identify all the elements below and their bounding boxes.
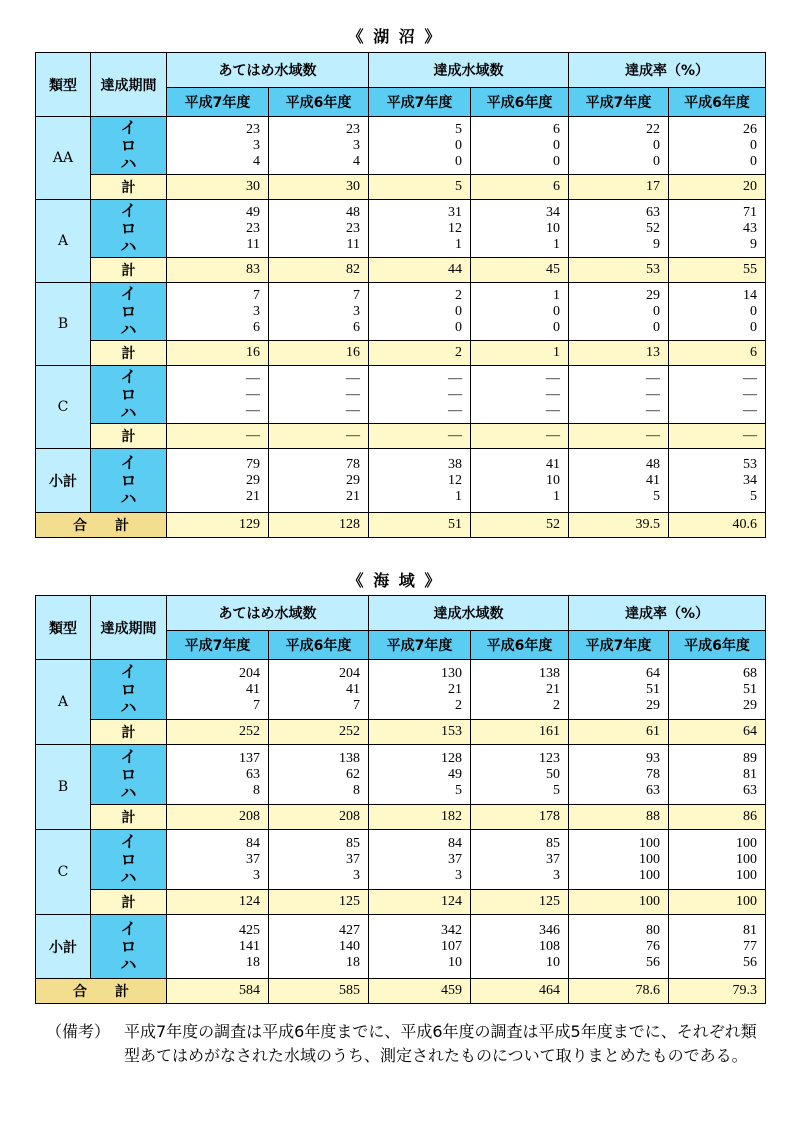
value-cell: 128 49 5 xyxy=(369,745,471,805)
table-row xyxy=(36,830,766,890)
grand-total-value: 40.6 xyxy=(669,513,766,538)
year-label: 平成7年度 xyxy=(184,638,251,654)
column-group-label: あてはめ水域数 xyxy=(218,63,317,79)
total-value-cell: 16 xyxy=(269,341,369,366)
total-value-cell: — xyxy=(569,424,669,449)
value-cell: — — — xyxy=(471,366,569,424)
total-value-cell: 64 xyxy=(669,720,766,745)
year-label: 平成7年度 xyxy=(386,95,453,111)
total-label-cell: 計 xyxy=(91,341,167,366)
total-value-cell: 100 xyxy=(569,890,669,915)
type-cell: A xyxy=(36,660,91,745)
value-cell: — — — xyxy=(569,366,669,424)
value-cell: 7 3 6 xyxy=(269,283,369,341)
type-cell: B xyxy=(36,745,91,830)
year-header xyxy=(269,631,369,660)
total-label-cell: 計 xyxy=(91,424,167,449)
total-value-cell: 44 xyxy=(369,258,471,283)
value-cell: 29 0 0 xyxy=(569,283,669,341)
value-cell: 93 78 63 xyxy=(569,745,669,805)
value-cell: 38 12 1 xyxy=(369,449,471,513)
value-cell: 100 100 100 xyxy=(569,830,669,890)
value-cell: 85 37 3 xyxy=(269,830,369,890)
lakes-title: 《 湖 沼 》 xyxy=(347,27,443,46)
total-value-cell: 125 xyxy=(471,890,569,915)
total-value-cell: 252 xyxy=(167,720,269,745)
subtotal-type-cell: 小計 xyxy=(36,915,91,979)
lakes-table xyxy=(35,52,766,538)
total-value-cell: 86 xyxy=(669,805,766,830)
grand-total-row xyxy=(36,513,766,538)
column-group-label: 達成水域数 xyxy=(433,63,504,79)
period-cell: イ ロ ハ xyxy=(91,366,167,424)
column-group-header xyxy=(369,596,569,631)
type-cell: C xyxy=(36,366,91,449)
grand-total-value: 584 xyxy=(167,979,269,1004)
column-group-header xyxy=(369,53,569,88)
total-value-cell: 82 xyxy=(269,258,369,283)
value-cell: 204 41 7 xyxy=(167,660,269,720)
value-cell: 425 141 18 xyxy=(167,915,269,979)
year-label: 平成6年度 xyxy=(285,95,352,111)
value-cell: 100 100 100 xyxy=(669,830,766,890)
total-value-cell: 45 xyxy=(471,258,569,283)
grand-total-value: 585 xyxy=(269,979,369,1004)
table-row xyxy=(36,283,766,341)
total-value-cell: 88 xyxy=(569,805,669,830)
total-row xyxy=(36,890,766,915)
period-cell: イ ロ ハ xyxy=(91,915,167,979)
year-label: 平成6年度 xyxy=(684,95,750,111)
period-cell: イ ロ ハ xyxy=(91,745,167,805)
grand-total-value: 464 xyxy=(471,979,569,1004)
total-label-cell: 計 xyxy=(91,805,167,830)
value-cell: 53 34 5 xyxy=(669,449,766,513)
period-header: 達成期間 xyxy=(91,596,167,660)
value-cell: 78 29 21 xyxy=(269,449,369,513)
value-cell: 427 140 18 xyxy=(269,915,369,979)
type-header: 類型 xyxy=(36,53,91,117)
year-label: 平成6年度 xyxy=(486,638,553,654)
value-cell: 23 3 4 xyxy=(167,117,269,175)
total-value-cell: 16 xyxy=(167,341,269,366)
value-cell: 41 10 1 xyxy=(471,449,569,513)
value-cell: 138 21 2 xyxy=(471,660,569,720)
total-value-cell: 208 xyxy=(167,805,269,830)
total-value-cell: — xyxy=(669,424,766,449)
remarks-text: 平成7年度の調査は平成6年度までに、平成6年度の調査は平成5年度までに、それぞれ類型あてはめがなされた水域のうち、測定されたものについて取りまとめたものである。 xyxy=(124,1022,757,1065)
grand-total-value: 459 xyxy=(369,979,471,1004)
grand-total-value: 128 xyxy=(269,513,369,538)
total-value-cell: 1 xyxy=(471,341,569,366)
total-value-cell: 208 xyxy=(269,805,369,830)
sea-title: 《 海 域 》 xyxy=(347,571,443,590)
value-cell: 6 0 0 xyxy=(471,117,569,175)
column-group-header xyxy=(569,53,766,88)
total-value-cell: — xyxy=(167,424,269,449)
value-cell: 89 81 63 xyxy=(669,745,766,805)
table-row xyxy=(36,117,766,175)
value-cell: 22 0 0 xyxy=(569,117,669,175)
year-header xyxy=(167,631,269,660)
year-header xyxy=(369,88,471,117)
year-label: 平成6年度 xyxy=(684,638,750,654)
type-cell: AA xyxy=(36,117,91,200)
total-row xyxy=(36,424,766,449)
total-value-cell: 53 xyxy=(569,258,669,283)
total-row xyxy=(36,258,766,283)
grand-total-value: 129 xyxy=(167,513,269,538)
value-cell: 63 52 9 xyxy=(569,200,669,258)
year-label: 平成7年度 xyxy=(585,95,652,111)
total-value-cell: 61 xyxy=(569,720,669,745)
type-cell: A xyxy=(36,200,91,283)
year-header xyxy=(569,88,669,117)
total-value-cell: — xyxy=(269,424,369,449)
value-cell: — — — xyxy=(669,366,766,424)
value-cell: 2 0 0 xyxy=(369,283,471,341)
total-value-cell: 13 xyxy=(569,341,669,366)
grand-total-label: 合 計 xyxy=(36,513,167,538)
year-header xyxy=(669,631,766,660)
total-value-cell: 2 xyxy=(369,341,471,366)
value-cell: 123 50 5 xyxy=(471,745,569,805)
total-value-cell: 124 xyxy=(167,890,269,915)
value-cell: 137 63 8 xyxy=(167,745,269,805)
grand-total-label: 合 計 xyxy=(36,979,167,1004)
year-header xyxy=(269,88,369,117)
value-cell: 346 108 10 xyxy=(471,915,569,979)
remarks-label: （備考） xyxy=(46,1022,111,1041)
year-label: 平成7年度 xyxy=(184,95,251,111)
total-label-cell: 計 xyxy=(91,258,167,283)
type-cell: C xyxy=(36,830,91,915)
total-value-cell: — xyxy=(471,424,569,449)
table-row xyxy=(36,200,766,258)
period-cell: イ ロ ハ xyxy=(91,283,167,341)
subtotal-type-cell: 小計 xyxy=(36,449,91,513)
value-cell: 49 23 11 xyxy=(167,200,269,258)
total-value-cell: 83 xyxy=(167,258,269,283)
grand-total-value: 51 xyxy=(369,513,471,538)
value-cell: 71 43 9 xyxy=(669,200,766,258)
value-cell: 26 0 0 xyxy=(669,117,766,175)
year-header xyxy=(471,88,569,117)
value-cell: 81 77 56 xyxy=(669,915,766,979)
total-label-cell: 計 xyxy=(91,890,167,915)
grand-total-value: 52 xyxy=(471,513,569,538)
period-cell: イ ロ ハ xyxy=(91,117,167,175)
subtotal-row xyxy=(36,915,766,979)
value-cell: 79 29 21 xyxy=(167,449,269,513)
total-value-cell: 125 xyxy=(269,890,369,915)
value-cell: — — — xyxy=(167,366,269,424)
year-header xyxy=(569,631,669,660)
year-header xyxy=(669,88,766,117)
value-cell: 7 3 6 xyxy=(167,283,269,341)
total-value-cell: 153 xyxy=(369,720,471,745)
grand-total-row xyxy=(36,979,766,1004)
value-cell: 342 107 10 xyxy=(369,915,471,979)
value-cell: 34 10 1 xyxy=(471,200,569,258)
column-group-header xyxy=(167,53,369,88)
total-value-cell: 6 xyxy=(669,341,766,366)
value-cell: 85 37 3 xyxy=(471,830,569,890)
total-value-cell: — xyxy=(369,424,471,449)
column-group-label: 達成率（%） xyxy=(624,63,710,79)
value-cell: 23 3 4 xyxy=(269,117,369,175)
value-cell: 1 0 0 xyxy=(471,283,569,341)
total-row xyxy=(36,341,766,366)
total-label-cell: 計 xyxy=(91,175,167,200)
table-row xyxy=(36,366,766,424)
sea-table xyxy=(35,595,766,1004)
column-group-label: 達成水域数 xyxy=(433,606,504,622)
period-cell: イ ロ ハ xyxy=(91,449,167,513)
column-group-label: あてはめ水域数 xyxy=(218,606,317,622)
value-cell: 138 62 8 xyxy=(269,745,369,805)
value-cell: 48 23 11 xyxy=(269,200,369,258)
total-value-cell: 161 xyxy=(471,720,569,745)
value-cell: 5 0 0 xyxy=(369,117,471,175)
total-value-cell: 55 xyxy=(669,258,766,283)
total-row xyxy=(36,805,766,830)
total-row xyxy=(36,720,766,745)
value-cell: 68 51 29 xyxy=(669,660,766,720)
total-value-cell: 30 xyxy=(269,175,369,200)
value-cell: 31 12 1 xyxy=(369,200,471,258)
type-cell: B xyxy=(36,283,91,366)
period-header: 達成期間 xyxy=(91,53,167,117)
total-value-cell: 30 xyxy=(167,175,269,200)
column-group-header xyxy=(167,596,369,631)
total-row xyxy=(36,175,766,200)
period-cell: イ ロ ハ xyxy=(91,200,167,258)
table-row xyxy=(36,660,766,720)
subtotal-row xyxy=(36,449,766,513)
year-header xyxy=(471,631,569,660)
value-cell: 14 0 0 xyxy=(669,283,766,341)
value-cell: 84 37 3 xyxy=(167,830,269,890)
remarks xyxy=(46,1020,766,1068)
year-header xyxy=(369,631,471,660)
total-label-cell: 計 xyxy=(91,720,167,745)
total-value-cell: 5 xyxy=(369,175,471,200)
year-label: 平成6年度 xyxy=(285,638,352,654)
table-row xyxy=(36,745,766,805)
total-value-cell: 252 xyxy=(269,720,369,745)
value-cell: 80 76 56 xyxy=(569,915,669,979)
total-value-cell: 178 xyxy=(471,805,569,830)
year-header xyxy=(167,88,269,117)
period-cell: イ ロ ハ xyxy=(91,830,167,890)
year-label: 平成6年度 xyxy=(486,95,553,111)
value-cell: 84 37 3 xyxy=(369,830,471,890)
year-label: 平成7年度 xyxy=(386,638,453,654)
total-value-cell: 20 xyxy=(669,175,766,200)
value-cell: — — — xyxy=(369,366,471,424)
year-label: 平成7年度 xyxy=(585,638,652,654)
total-value-cell: 124 xyxy=(369,890,471,915)
value-cell: 204 41 7 xyxy=(269,660,369,720)
grand-total-value: 79.3 xyxy=(669,979,766,1004)
period-cell: イ ロ ハ xyxy=(91,660,167,720)
value-cell: — — — xyxy=(269,366,369,424)
value-cell: 48 41 5 xyxy=(569,449,669,513)
total-value-cell: 100 xyxy=(669,890,766,915)
type-header: 類型 xyxy=(36,596,91,660)
total-value-cell: 17 xyxy=(569,175,669,200)
grand-total-value: 39.5 xyxy=(569,513,669,538)
total-value-cell: 182 xyxy=(369,805,471,830)
value-cell: 64 51 29 xyxy=(569,660,669,720)
column-group-label: 達成率（%） xyxy=(624,606,710,622)
total-value-cell: 6 xyxy=(471,175,569,200)
value-cell: 130 21 2 xyxy=(369,660,471,720)
grand-total-value: 78.6 xyxy=(569,979,669,1004)
column-group-header xyxy=(569,596,766,631)
